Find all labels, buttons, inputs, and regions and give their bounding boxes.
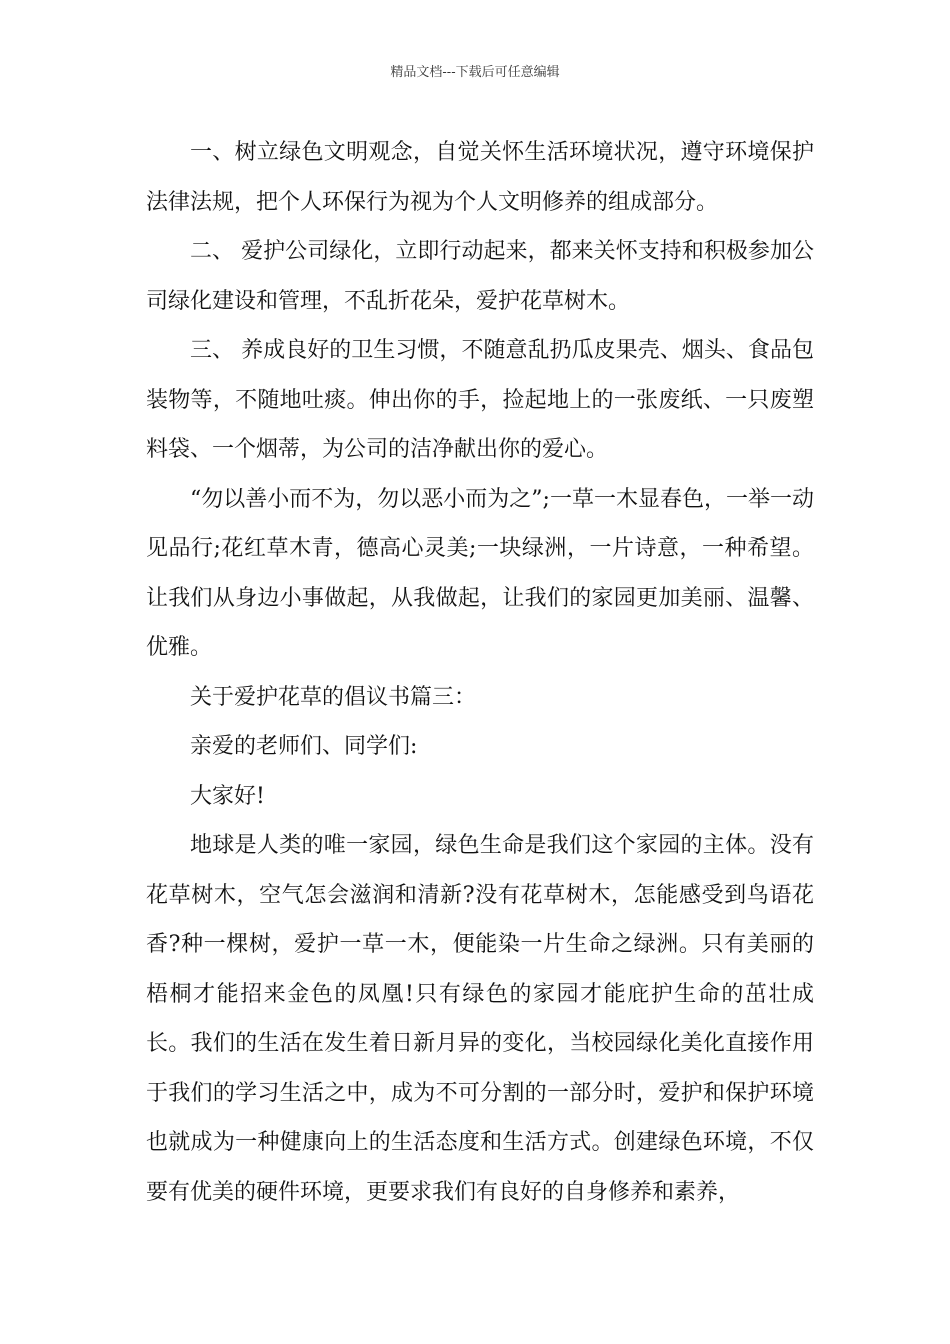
paragraph-1: 一、树立绿色文明观念，自觉关怀生活环境状况，遵守环境保护法律法规，把个人环保行为视为个人文明修养的组成部分。	[146, 140, 814, 215]
paragraph-4: “勿以善小而不为，勿以恶小而为之”;一草一木显春色，一举一动见品行;花红草木青，德高心灵美;一块绿洲，一片诗意，一种希望。让我们从身边小事做起，从我做起，让我们的家园更加美丽、温馨、优雅。	[146, 486, 814, 660]
salutation: 亲爱的老师们、同学们:	[190, 734, 418, 759]
greeting: 大家好!	[190, 783, 265, 809]
document-body	[146, 128, 814, 1217]
paragraph-body: 地球是人类的唯一家园，绿色生命是我们这个家园的主体。没有花草树木，空气怎会滋润和清新?没有花草树木，怎能感受到鸟语花香?种一棵树，爱护一草一木，便能染一片生命之绿洲。只有美丽的梧桐才能招来金色的凤凰!只有绿色的家园才能庇护生命的茁壮成长。我们的生活在发生着日新月异的变化，当校园绿化美化直接作用于我们的学习生活之中，成为不可分割的一部分时，爱护和保护环境也就成为一种健康向上的生活态度和生活方式。创建绿色环境，不仅要有优美的硬件环境，更要求我们有良好的自身修养和素养，	[146, 833, 814, 1205]
section-title: 关于爱护花草的倡议书篇三：	[190, 684, 477, 710]
paragraph-3: 三、 养成良好的卫生习惯，不随意乱扔瓜皮果壳、烟头、食品包装物等，不随地吐痰。伸出你的手，捡起地上的一张废纸、一只废塑料袋、一个烟蒂，为公司的洁净献出你的爱心。	[146, 338, 814, 462]
paragraph-2: 二、 爱护公司绿化，立即行动起来，都来关怀支持和积极参加公司绿化建设和管理，不乱折花朵，爱护花草树木。	[146, 239, 814, 314]
page-header: 精品文档---下载后可任意编辑	[390, 65, 560, 80]
